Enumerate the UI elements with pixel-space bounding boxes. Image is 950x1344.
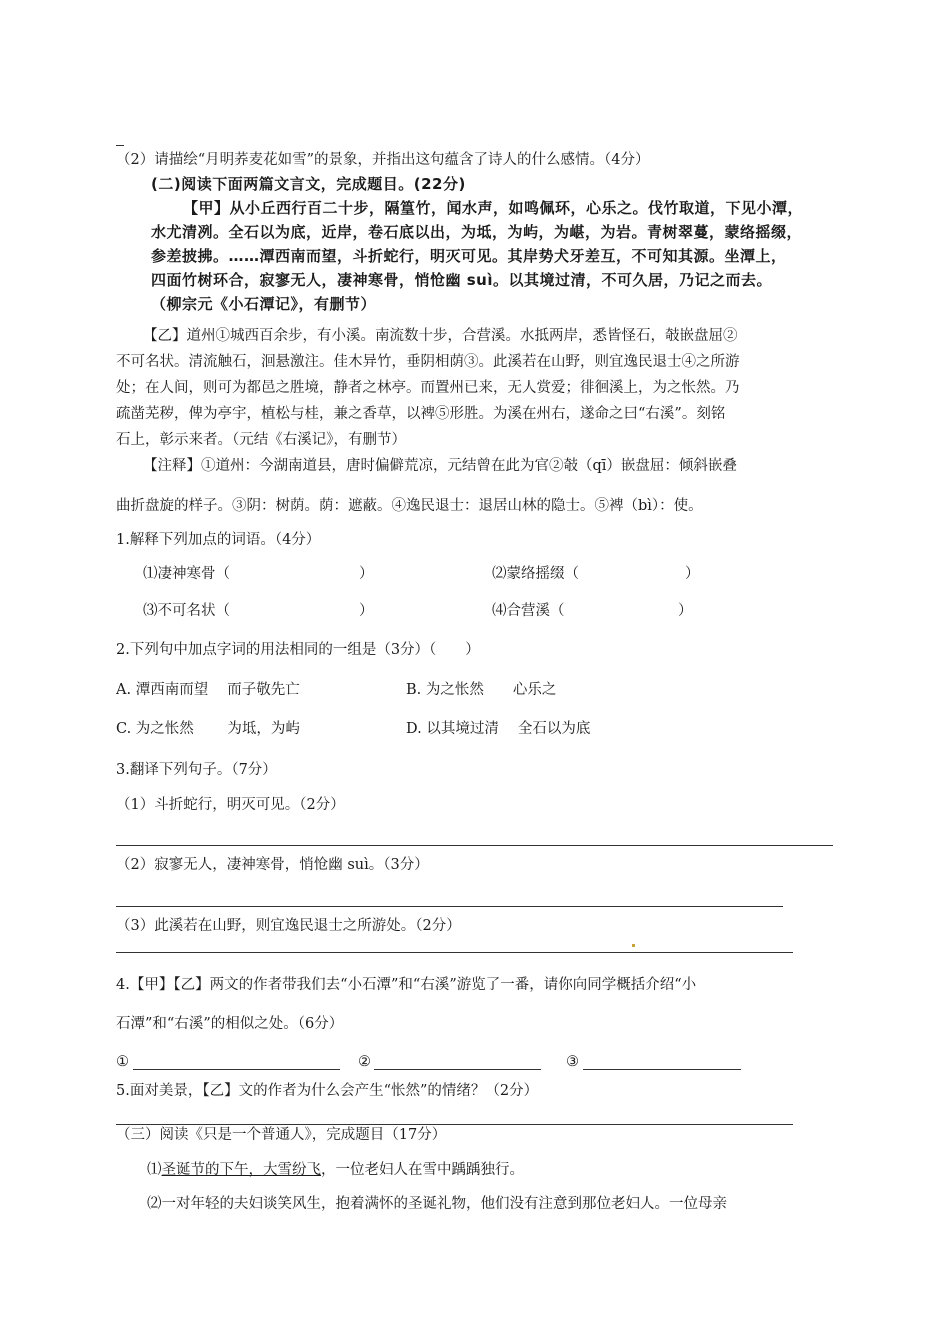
yi-line: 【乙】道州①城西百余步，有小溪。南流数十步，合营溪。水抵两岸，悉皆怪石，攲嵌盘屈② (143, 328, 738, 344)
answer-line[interactable] (116, 952, 793, 953)
answer-line[interactable] (116, 845, 833, 846)
q1-item-1: ⑴凄神寒骨（ (143, 566, 230, 582)
q3-sentence-2: （2）寂寥无人，凄神寒骨，悄怆幽 suì。（3分） (116, 857, 429, 873)
question-4-line-1: 4.【甲】【乙】两文的作者带我们去“小石潭”和“右溪”游览了一番，请你向同学概括介绍“小 (116, 977, 697, 993)
question-4-line-2: 石潭”和“右溪”的相似之处。（6分） (116, 1016, 344, 1032)
q1-item-1-close: ） (359, 566, 374, 582)
jia-line: 四面竹树环合，寂寥无人，凄神寒骨，悄怆幽 suì。以其境过清，不可久居，乃记之而去。 (151, 271, 772, 289)
section-2-title: (二)阅读下面两篇文言文，完成题目。(22分) (151, 175, 466, 193)
q3-sentence-3: （3）此溪若在山野，则宜逸民退士之所游处。（2分） (116, 918, 461, 934)
q4-blank-3-label: ③ (566, 1054, 579, 1070)
q4-blank-1-label: ① (116, 1054, 129, 1070)
yi-line: 处；在人间，则可为都邑之胜境，静者之林亭。而置州已来，无人赏爱；徘徊溪上，为之怅然。乃 (116, 380, 740, 396)
stray-dot (632, 944, 635, 947)
q4-blank-1[interactable] (133, 1069, 340, 1070)
q1-item-4: ⑷合营溪（ (492, 603, 565, 619)
note-line: 【注释】①道州：今湖南道县，唐时偏僻荒凉，元结曾在此为官②攲（qī）嵌盘屈：倾斜嵌叠 (143, 458, 737, 474)
q3-sentence-1: （1）斗折蛇行，明灭可见。（2分） (116, 797, 345, 813)
q1-item-3-close: ） (359, 603, 374, 619)
paragraph-1-number: ⑴ (147, 1162, 162, 1178)
question-3-stem: 3.翻译下列句子。（7分） (116, 762, 277, 778)
jia-line: 水尤清冽。全石以为底，近岸，卷石底以出，为坻，为屿，为嵁，为岩。青树翠蔓，蒙络摇缀， (151, 223, 803, 241)
jia-line: 参差披拂。……潭西南而望，斗折蛇行，明灭可见。其岸势犬牙差互，不可知其源。坐潭上， (151, 247, 787, 265)
q1-item-3: ⑶不可名状（ (143, 603, 230, 619)
q1-item-4-close: ） (678, 603, 693, 619)
paragraph-2: ⑵一对年轻的夫妇谈笑风生，抱着满怀的圣诞礼物，他们没有注意到那位老妇人。一位母亲 (147, 1196, 727, 1212)
paragraph-1-text: ，一位老妇人在雪中踽踽独行。 (321, 1162, 524, 1178)
paragraph-1 (147, 1160, 524, 1180)
jia-line: 【甲】从小丘西行百二十步，隔篁竹，闻水声，如鸣佩环，心乐之。伐竹取道，下见小潭， (183, 199, 804, 217)
q2-option-d: D. 以其境过清 全石以为底 (406, 721, 591, 737)
question-1-stem: 1.解释下列加点的词语。（4分） (116, 532, 321, 548)
q1-item-2-close: ） (685, 566, 700, 582)
q2-option-a: A. 潭西南而望 而子敬先亡 (116, 682, 300, 698)
question-2-poem: （2）请描绘“月明荞麦花如雪”的景象，并指出这句蕴含了诗人的什么感情。（4分） (116, 152, 650, 168)
q4-blank-3[interactable] (583, 1069, 741, 1070)
q1-item-2: ⑵蒙络摇缀（ (492, 566, 579, 582)
q2-option-b: B. 为之怅然 心乐之 (406, 682, 557, 698)
page-corner-mark (116, 145, 124, 146)
yi-line: 石上，彰示来者。（元结《右溪记》，有删节） (116, 432, 406, 448)
yi-line: 疏凿芜秽，俾为亭宇，植松与桂，兼之香草，以裨⑤形胜。为溪在州右，遂命之曰“右溪”。刻铭 (116, 406, 726, 422)
note-line: 曲折盘旋的样子。③阴：树荫。荫：遮蔽。④逸民退士：退居山林的隐士。⑤裨（bì）：使。 (116, 498, 703, 514)
jia-source: （柳宗元《小石潭记》，有删节） (151, 295, 377, 313)
question-5: 5.面对美景，【乙】文的作者为什么会产生“怅然”的情绪？（2分） (116, 1083, 539, 1099)
answer-line[interactable] (116, 906, 783, 907)
q4-blank-2-label: ② (358, 1054, 371, 1070)
q4-blank-2[interactable] (374, 1069, 541, 1070)
paragraph-1-underlined: 圣诞节的下午，大雪纷飞 (161, 1162, 321, 1178)
yi-line: 不可名状。清流触石，洄悬激注。佳木异竹，垂阴相荫③。此溪若在山野，则宜逸民退士④之所游 (116, 354, 740, 370)
q2-option-c: C. 为之怅然 为坻，为屿 (116, 721, 300, 737)
question-2-stem: 2.下列句中加点字词的用法相同的一组是（3分）（ ） (116, 642, 480, 658)
section-3-title: （三）阅读《只是一个普通人》，完成题目（17分） (116, 1127, 447, 1143)
